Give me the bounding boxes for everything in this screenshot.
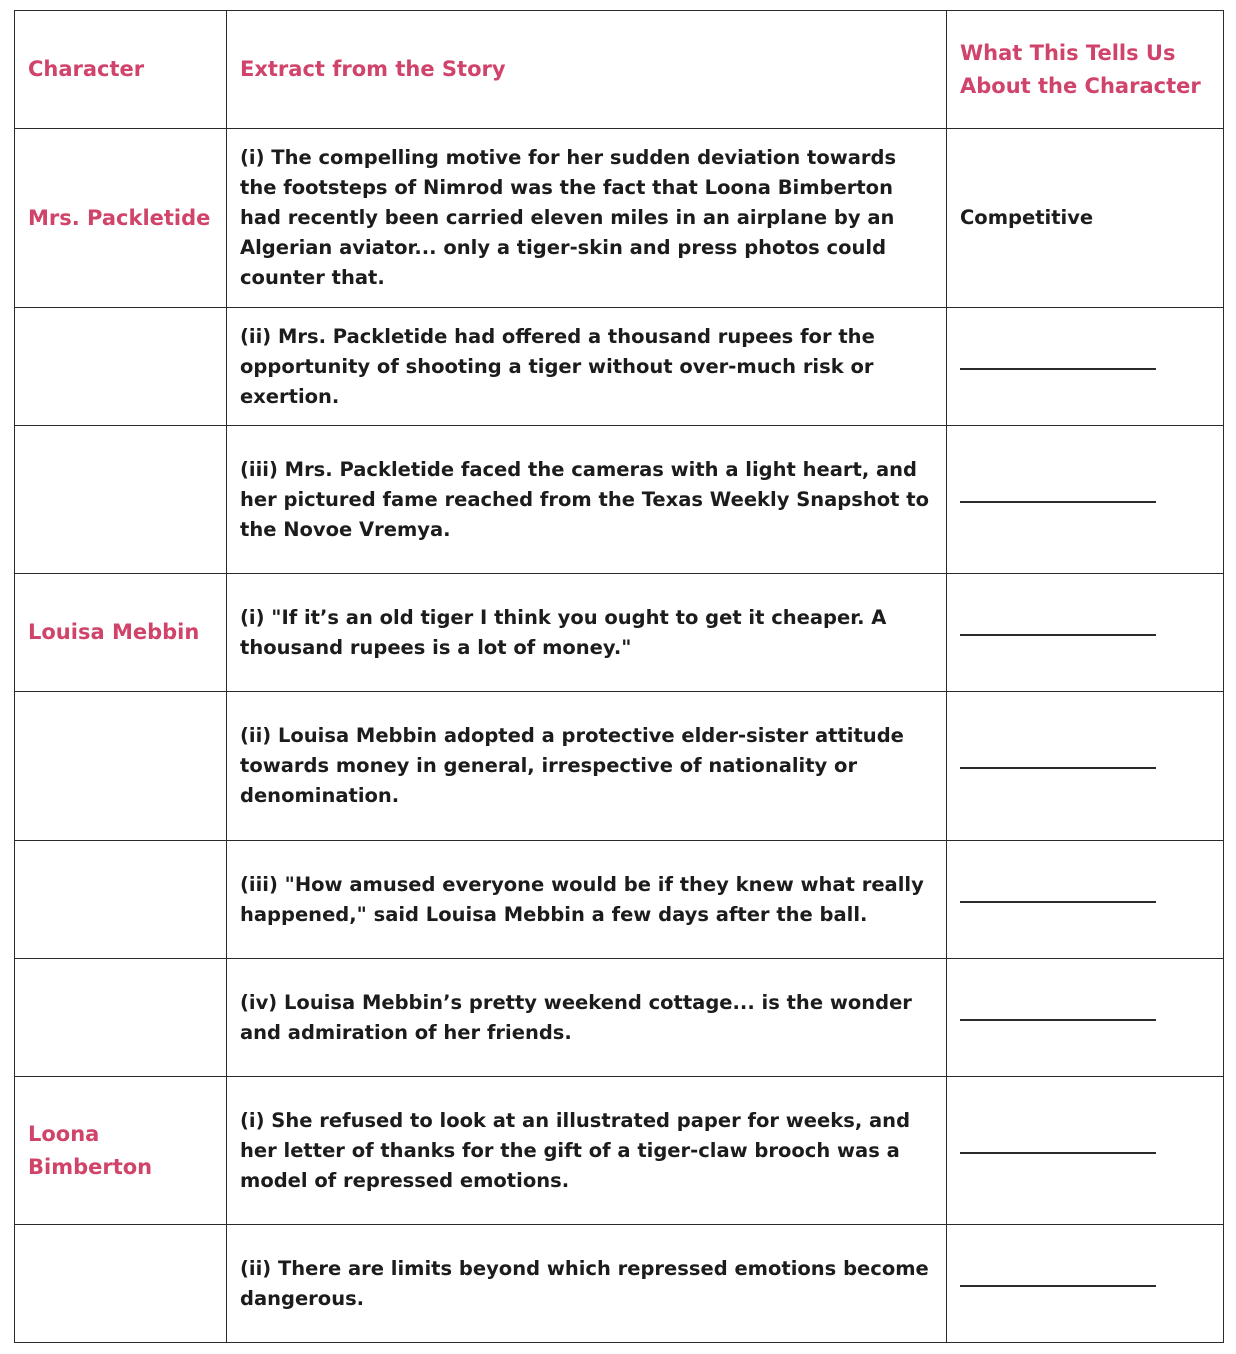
story-extract: (iii) "How amused everyone would be if they knew what really happened," said Louisa Mebbin a few days after the ball. xyxy=(227,841,947,959)
answer-text: Competitive xyxy=(947,129,1224,308)
character-name xyxy=(15,841,227,959)
header-row xyxy=(15,11,1224,129)
table-row xyxy=(15,1225,1224,1343)
story-extract: (ii) There are limits beyond which repressed emotions become dangerous. xyxy=(227,1225,947,1343)
table-row xyxy=(15,426,1224,574)
character-name: Louisa Mebbin xyxy=(15,574,227,692)
table-row xyxy=(15,959,1224,1077)
character-name xyxy=(15,1225,227,1343)
table-row xyxy=(15,1077,1224,1225)
story-extract: (ii) Mrs. Packletide had offered a thousand rupees for the opportunity of shooting a tiger without over-much risk or exertion. xyxy=(227,308,947,426)
character-name xyxy=(15,426,227,574)
table-row xyxy=(15,129,1224,308)
character-name xyxy=(15,308,227,426)
header-character: Character xyxy=(15,11,227,129)
answer-blank-line[interactable] xyxy=(960,901,1156,903)
story-extract: (iii) Mrs. Packletide faced the cameras with a light heart, and her pictured fame reached from the Texas Weekly Snapshot to the Novoe Vremya. xyxy=(227,426,947,574)
character-analysis-table xyxy=(14,10,1224,1343)
answer-cell[interactable] xyxy=(947,841,1224,959)
header-meaning: What This Tells Us About the Character xyxy=(947,11,1224,129)
answer-cell[interactable] xyxy=(947,692,1224,841)
answer-cell[interactable] xyxy=(947,308,1224,426)
answer-blank-line[interactable] xyxy=(960,1019,1156,1021)
story-extract: (i) The compelling motive for her sudden deviation towards the footsteps of Nimrod was the fact that Loona Bimberton had recently been carried eleven miles in an airplane by an Algerian aviator... only a tiger-skin and press photos could counter that. xyxy=(227,129,947,308)
table-row xyxy=(15,574,1224,692)
table-row xyxy=(15,841,1224,959)
story-extract: (ii) Louisa Mebbin adopted a protective elder-sister attitude towards money in general, irrespective of nationality or denomination. xyxy=(227,692,947,841)
answer-cell[interactable] xyxy=(947,1225,1224,1343)
table-row xyxy=(15,308,1224,426)
answer-blank-line[interactable] xyxy=(960,634,1156,636)
answer-blank-line[interactable] xyxy=(960,501,1156,503)
answer-cell[interactable] xyxy=(947,959,1224,1077)
answer-blank-line[interactable] xyxy=(960,368,1156,370)
story-extract: (i) "If it’s an old tiger I think you ought to get it cheaper. A thousand rupees is a lot of money." xyxy=(227,574,947,692)
table-row xyxy=(15,692,1224,841)
header-extract: Extract from the Story xyxy=(227,11,947,129)
story-extract: (i) She refused to look at an illustrated paper for weeks, and her letter of thanks for the gift of a tiger-claw brooch was a model of repressed emotions. xyxy=(227,1077,947,1225)
answer-blank-line[interactable] xyxy=(960,1152,1156,1154)
character-name: Mrs. Packletide xyxy=(15,129,227,308)
character-name xyxy=(15,692,227,841)
answer-cell[interactable] xyxy=(947,574,1224,692)
story-extract: (iv) Louisa Mebbin’s pretty weekend cottage... is the wonder and admiration of her friends. xyxy=(227,959,947,1077)
answer-blank-line[interactable] xyxy=(960,767,1156,769)
answer-cell[interactable] xyxy=(947,426,1224,574)
answer-cell[interactable] xyxy=(947,1077,1224,1225)
answer-blank-line[interactable] xyxy=(960,1285,1156,1287)
character-name xyxy=(15,959,227,1077)
character-name: Loona Bimberton xyxy=(15,1077,227,1225)
